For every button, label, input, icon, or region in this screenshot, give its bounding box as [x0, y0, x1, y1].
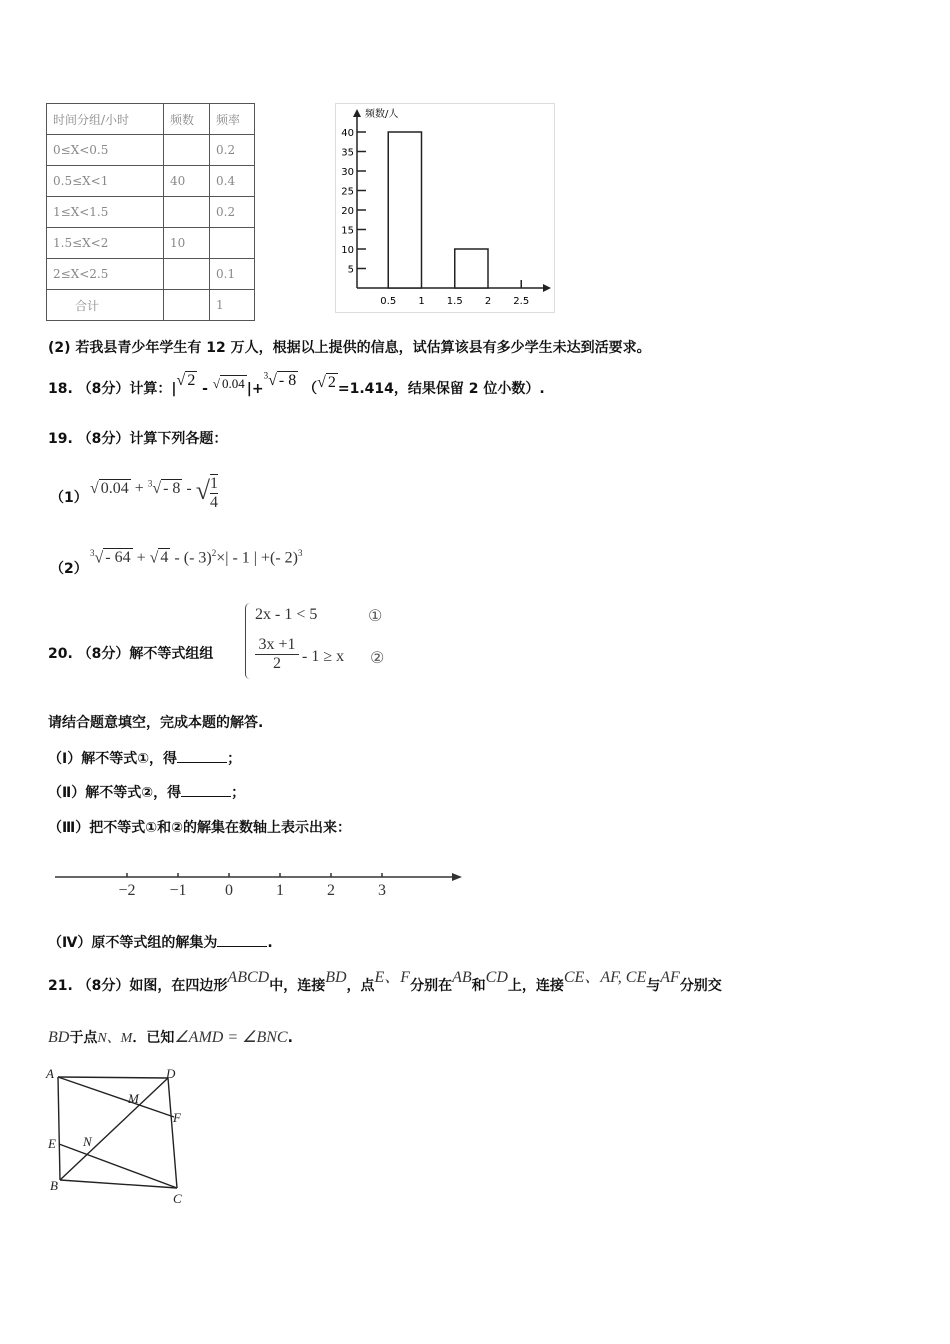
- math: AF: [660, 969, 680, 986]
- table-cell: 合计: [47, 290, 164, 321]
- sqrt-radicand: 0.04: [222, 376, 245, 391]
- q20-step-1: [48, 748, 241, 768]
- q18-note: =1.414，结果保留 2 位小数）.: [337, 381, 545, 397]
- y-tick-label: 20: [341, 206, 354, 217]
- minus-sign: -: [197, 381, 213, 397]
- table-cell: 0≤X<0.5: [47, 135, 164, 166]
- inequality-2-tag: ②: [370, 650, 385, 667]
- math: CD: [485, 969, 508, 986]
- step-text: （Ⅱ）解不等式②，得: [48, 785, 182, 801]
- math: BD: [325, 969, 347, 986]
- table-cell: [210, 228, 255, 259]
- inequality-2-rest: - 1 ≥ x: [302, 648, 345, 665]
- text: 与: [646, 978, 661, 994]
- label-m: M: [128, 1091, 139, 1106]
- q18-prefix: 18. （8分）计算：|: [48, 381, 177, 397]
- root-index: 3: [263, 370, 269, 381]
- q20-instructions: 请结合题意填空，完成本题的解答.: [48, 715, 264, 731]
- root-index: 3: [147, 478, 153, 489]
- answer-blank[interactable]: [217, 946, 267, 947]
- step-end: ；: [227, 751, 242, 767]
- step-end: .: [267, 935, 273, 951]
- table-row: [47, 166, 255, 197]
- segment-af: [58, 1077, 174, 1117]
- answer-blank[interactable]: [181, 796, 231, 797]
- y-tick-label: 30: [341, 167, 354, 178]
- x-tick-label: 1.5: [446, 296, 463, 307]
- table-row: [47, 290, 255, 321]
- x-tick-label: 2.5: [513, 296, 530, 307]
- table-cell: 10: [164, 228, 210, 259]
- step-end: ；: [231, 785, 246, 801]
- text: 于点: [69, 1030, 98, 1046]
- number-line-tick-label: −1: [169, 882, 187, 899]
- sqrt-radicand: 2: [327, 374, 336, 391]
- table-row: [47, 259, 255, 290]
- q19-part1-expression: √ 0.04 + $^3$√ - 8 - √ $\frac{1}{4}$: [90, 475, 219, 512]
- table-cell: [164, 197, 210, 228]
- math: CE、AF, CE: [563, 969, 647, 986]
- y-tick-label: 25: [341, 186, 354, 198]
- text: 分别在: [410, 978, 453, 994]
- sqrt-radicand: 0.04: [100, 480, 129, 497]
- system-brace: [245, 603, 250, 679]
- text: 分别交: [679, 978, 722, 994]
- q20-step-4: [48, 932, 273, 952]
- expression-part: ×| - 1 | +(- 2): [216, 549, 298, 567]
- number-line-tick-label: 2: [327, 882, 335, 899]
- label-d: D: [166, 1066, 176, 1081]
- table-row: [47, 197, 255, 228]
- q20-step-2: [48, 782, 245, 802]
- table-cell: 0.2: [210, 135, 255, 166]
- table-cell: 0.1: [210, 259, 255, 290]
- text: ，点: [346, 978, 375, 994]
- question-21-line-2: [48, 1027, 293, 1047]
- text: ．已知: [132, 1030, 175, 1046]
- q19-part1-label: （1）: [50, 490, 88, 506]
- text: .: [287, 1030, 293, 1046]
- step-text: （Ⅰ）解不等式①，得: [48, 751, 178, 767]
- segment-ad: [58, 1077, 168, 1078]
- math: ABCD: [227, 969, 270, 986]
- number-line: [50, 862, 470, 902]
- label-c: C: [173, 1191, 182, 1206]
- number-line-tick-label: 1: [276, 882, 284, 899]
- exponent: 3: [298, 548, 303, 558]
- note-open: （: [298, 381, 318, 397]
- inequality-1: 2x - 1 < 5: [255, 606, 318, 623]
- table-cell: 40: [164, 166, 210, 197]
- sqrt-radicand: 4: [160, 549, 169, 567]
- fraction-numerator: 1: [210, 475, 219, 493]
- label-f: F: [173, 1110, 181, 1125]
- number-line-tick-label: 3: [378, 882, 386, 899]
- y-tick-label: 10: [341, 245, 354, 256]
- answer-blank[interactable]: [177, 762, 227, 763]
- fraction-denominator: 4: [210, 494, 219, 512]
- number-line-tick-label: −2: [118, 882, 136, 899]
- segment-dc: [168, 1078, 177, 1188]
- math: N、M: [97, 1031, 133, 1046]
- table-cell: 1: [210, 290, 255, 321]
- table-row: [47, 228, 255, 259]
- math: ∠AMD = ∠BNC: [174, 1029, 288, 1046]
- table-cell: 2≤X<2.5: [47, 259, 164, 290]
- q19-part2-label: （2）: [50, 561, 88, 577]
- table-header-row: [47, 104, 255, 135]
- label-a: A: [46, 1066, 54, 1081]
- table-cell: [164, 259, 210, 290]
- step-text: （Ⅳ）原不等式组的解集为: [48, 935, 218, 951]
- quadrilateral-figure: [40, 1060, 200, 1210]
- fraction-numerator: 3x +1: [255, 636, 299, 655]
- y-tick-label: 35: [341, 147, 354, 159]
- question-18: 18. （8分）计算：|√ 2 - √ 0.04 |+$^3$√ - 8 （√ 2 =1.414，结果保留 2 位小数）.: [48, 370, 545, 397]
- y-tick-label: 40: [341, 128, 354, 139]
- frequency-table: [46, 103, 255, 321]
- question-20-title: 20. （8分）解不等式组组: [48, 646, 214, 662]
- cbrt-radicand: - 64: [105, 549, 131, 567]
- plus-sign: +: [132, 549, 150, 567]
- table-header: 频率: [210, 104, 255, 135]
- question-17-part-2: (2) 若我县青少年学生有 12 万人，根据以上提供的信息，试估算该县有多少学生未达到活要求。: [48, 340, 651, 356]
- table-cell: 1≤X<1.5: [47, 197, 164, 228]
- minus-sign: -: [182, 480, 196, 497]
- y-axis-label: 频数/人: [365, 109, 399, 120]
- math: AB: [452, 969, 472, 986]
- fraction-denominator: 2: [273, 655, 281, 672]
- exponent: 2: [211, 548, 217, 558]
- x-tick-label: 0.5: [380, 296, 397, 307]
- segment-ab: [58, 1077, 60, 1180]
- inequality-2-fraction: [255, 636, 299, 673]
- label-n: N: [83, 1134, 92, 1149]
- inequality-1-tag: ①: [368, 608, 383, 625]
- q19-part2-expression: $^3$√ - 64 + √ 4 - (- 3)$^2$×| - 1 | +(- 2)$^3$: [90, 548, 303, 567]
- table-cell: 0.4: [210, 166, 255, 197]
- table-cell: [164, 135, 210, 166]
- y-tick-label: 5: [347, 264, 354, 276]
- histogram-bar: [455, 249, 488, 288]
- text: 中，连接: [269, 978, 326, 994]
- table-row: [47, 135, 255, 166]
- math: E、F: [374, 969, 411, 986]
- root-index: 3: [90, 548, 95, 558]
- histogram-bar: [388, 132, 421, 288]
- question-19-title: 19. （8分）计算下列各题：: [48, 431, 228, 447]
- plus-sign: +: [130, 480, 148, 497]
- x-tick-label: 2: [484, 296, 492, 307]
- number-line-arrow: [452, 873, 462, 881]
- sqrt-radicand: 2: [187, 372, 196, 389]
- label-b: B: [50, 1178, 58, 1193]
- q20-step-3: （Ⅲ）把不等式①和②的解集在数轴上表示出来：: [48, 820, 351, 836]
- table-header: 时间分组/小时: [47, 104, 164, 135]
- expression-part: - (- 3): [170, 549, 212, 567]
- table-header: 频数: [164, 104, 210, 135]
- text: 上，连接: [507, 978, 564, 994]
- question-21-line-1: [48, 970, 722, 1002]
- math: BD: [48, 1029, 70, 1046]
- text: 和: [471, 978, 486, 994]
- label-e: E: [48, 1136, 56, 1151]
- abs-bar-plus: |+: [246, 381, 264, 397]
- cbrt-radicand: - 8: [278, 372, 297, 389]
- histogram: [335, 103, 555, 313]
- table-cell: 0.2: [210, 197, 255, 228]
- cbrt-radicand: - 8: [163, 480, 181, 497]
- text: 21. （8分）如图，在四边形: [48, 978, 228, 994]
- number-line-tick-label: 0: [225, 882, 233, 899]
- y-tick-label: 15: [341, 225, 354, 237]
- table-cell: 0.5≤X<1: [47, 166, 164, 197]
- x-tick-label: 1: [418, 296, 425, 307]
- table-cell: 1.5≤X<2: [47, 228, 164, 259]
- table-cell: [164, 290, 210, 321]
